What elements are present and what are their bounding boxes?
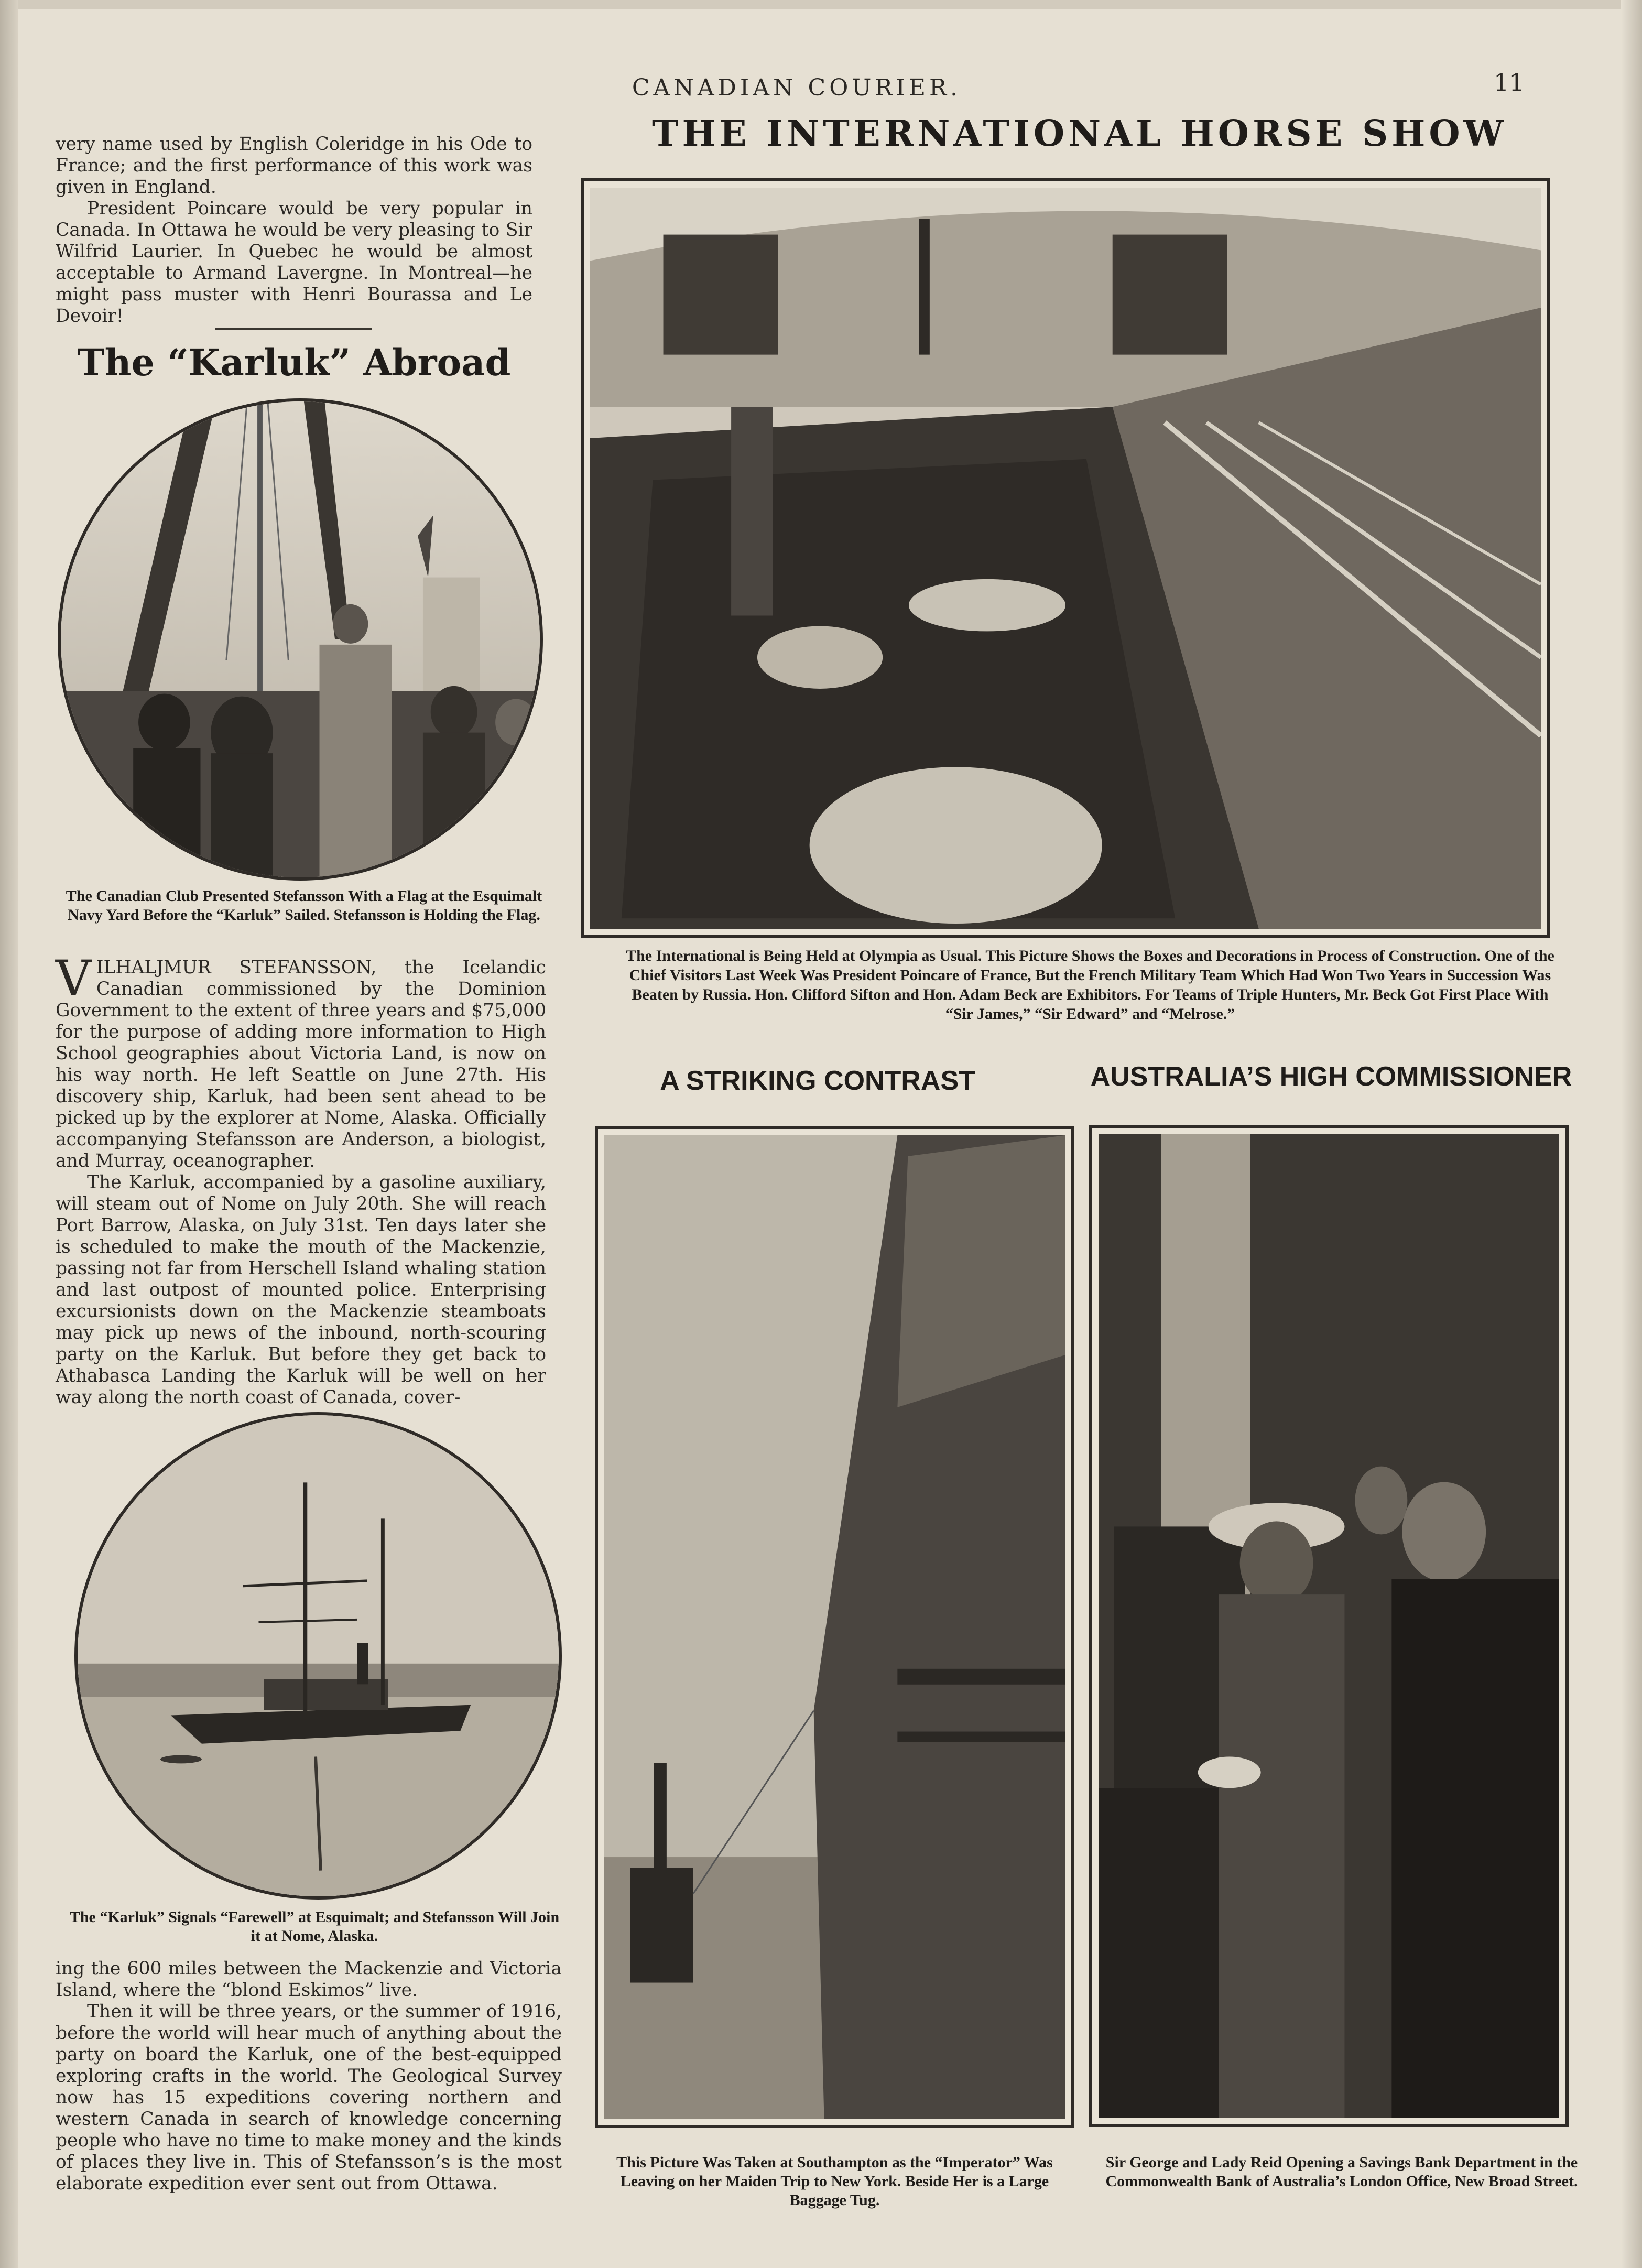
reid-photo-image — [1099, 1134, 1559, 2118]
paragraph: very name used by English Coleridge in his Ode to France; and the first performance of this work was given in England. — [56, 134, 532, 198]
karluk-flag-photo-image — [61, 401, 540, 877]
imperator-caption: This Picture Was Taken at Southampton as the “Imperator” Was Leaving on her Maiden Trip to New York. Beside Her is a Large Baggage Tug. — [616, 2154, 1053, 2209]
imperator-photo-image — [604, 1135, 1065, 2119]
paragraph: ing the 600 miles between the Mackenzie and Victoria Island, where the “blond Eskimos” live. — [56, 1958, 562, 2001]
karluk-flag-photo — [58, 398, 543, 881]
page-left-edge — [0, 0, 18, 2268]
karluk-headline: The “Karluk” Abroad — [77, 341, 511, 384]
page-top-shadow — [0, 0, 1642, 9]
commissioner-headline: AUSTRALIA’S HIGH COMMISSIONER — [1090, 1061, 1572, 1092]
imperator-photo — [595, 1126, 1074, 2128]
paragraph: Then it will be three years, or the summer of 1916, before the world will hear much of anything about the party on board the Karluk, one of the best-equipped exploring crafts in the world. The Geological Survey now has 15 expeditions covering northern and western Canada in search of knowledge concerning people who have no time to make money and the kinds of places they live in. This of Stefansson’s is the most elaborate expedition ever sent out from Ottawa. — [56, 2001, 562, 2194]
drop-cap: V — [56, 950, 91, 1007]
left-column-top-text — [56, 134, 532, 327]
page-right-edge — [1621, 0, 1642, 2268]
horse-show-photo-image — [590, 188, 1541, 929]
karluk-flag-caption: The Canadian Club Presented Stefansson With a Flag at the Esquimalt Navy Yard Before the “Karluk” Sailed. Stefansson is Holding the Flag. — [66, 887, 542, 924]
karluk-ship-photo — [74, 1412, 562, 1900]
reid-photo — [1089, 1125, 1569, 2127]
horse-show-photo — [581, 178, 1550, 938]
paragraph: The Karluk, accompanied by a gasoline auxiliary, will steam out of Nome on July 20th. She will reach Port Barrow, Alaska, on July 31st. Ten days later she is scheduled to make the mouth of the Mackenzie, passing not far from Herschell Island whaling station and last outpost of mounted police. Enterprising excursionists down on the Mackenzie steamboats may pick up news of the inbound, north-scouring party on the Karluk. But before they get back to Athabasca Landing the Karluk will be well on her way along the north coast of Canada, cover- — [56, 1172, 546, 1408]
reid-caption: Sir George and Lady Reid Opening a Savings Bank Department in the Commonwealth Bank of Australia’s London Office, New Broad Street. — [1105, 2154, 1578, 2190]
horse-show-headline: THE INTERNATIONAL HORSE SHOW — [651, 113, 1508, 155]
stefansson-article-continued — [56, 1958, 562, 2195]
contrast-headline: A STRIKING CONTRAST — [660, 1066, 975, 1096]
stefansson-article — [56, 950, 546, 1408]
paragraph: ILHALJMUR STEFANSSON, the Icelandic Canadian commissioned by the Dominion Government to the extent of three years and $75,000 for the purpose of adding more information to High School geographies about Victoria Land, is now on his way north. He left Seattle on June 27th. His discovery ship, Karluk, had been sent ahead to be picked up by the explorer at Nome, Alaska. Officially accompanying Stefansson are Anderson, a biologist, and Murray, oceanographer. — [56, 957, 546, 1171]
paragraph: President Poincare would be very popular in Canada. In Ottawa he would be very pleasing to Sir Wilfrid Laurier. In Quebec he would be almost acceptable to Armand Lavergne. In Montreal—he might pass muster with Henri Bourassa and Le Devoir! — [56, 198, 532, 327]
karluk-ship-caption: The “Karluk” Signals “Farewell” at Esquimalt; and Stefansson Will Join it at Nome, Alaska. — [69, 1908, 560, 1945]
section-divider — [215, 328, 372, 330]
running-head: CANADIAN COURIER. — [632, 74, 962, 101]
page-number: 11 — [1494, 68, 1525, 96]
horse-show-caption: The International is Being Held at Olympia as Usual. This Picture Shows the Boxes and Decorations in Process of Construction. One of the Chief Visitors Last Week Was President Poincare of France, But the French Military Team Which Had Won Two Years in Succession Was Beaten by Russia. Hon. Clifford Sifton and Hon. Adam Beck are Exhibitors. For Teams of Triple Hunters, Mr. Beck Got First Place With “Sir James,” “Sir Edward” and “Melrose.” — [626, 947, 1554, 1023]
karluk-ship-photo-image — [78, 1415, 559, 1896]
